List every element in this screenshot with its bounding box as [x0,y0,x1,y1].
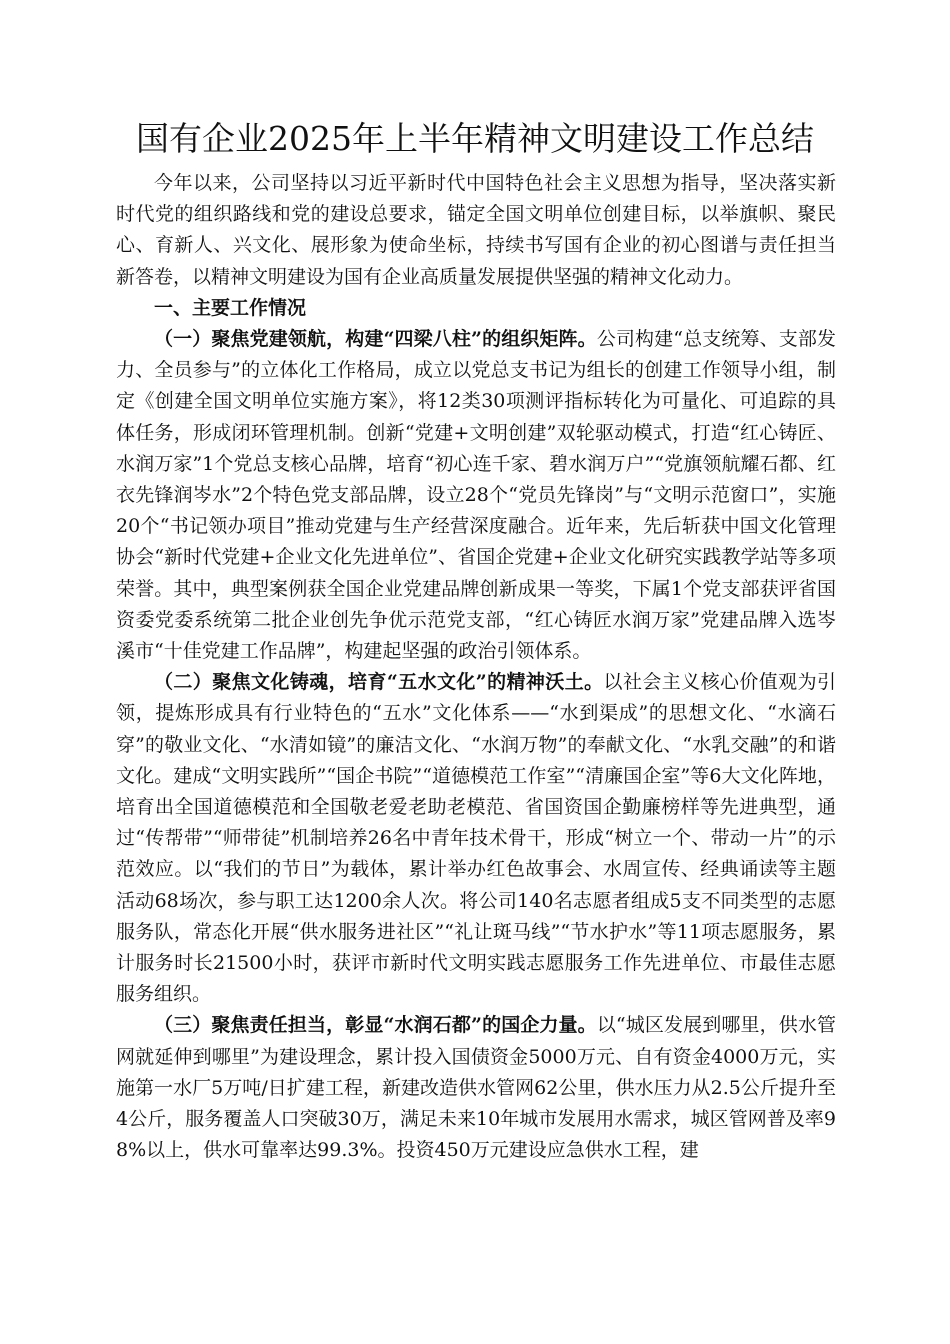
item-lead-1: （一）聚焦党建领航，构建“四梁八柱”的组织矩阵。 [154,328,597,351]
item-text-3: 以“城区发展到哪里，供水管网就延伸到哪里”为建设理念，累计投入国债资金5000万元、自有资金4000万元，实施第一水厂5万吨/日扩建工程，新建改造供水管网62公里，供水压力从2.5公斤提升至4公斤，服务覆盖人口突破30万，满足未来10年城市发展用水需求，城区管网普及率98%以上，供水可靠率达99.3%。投资450万元建设应急供水工程，建 [116,1014,837,1162]
document-title: 国有企业2025年上半年精神文明建设工作总结 [136,119,814,158]
item-paragraph-1 [116,324,836,667]
section-heading-main-work: 一、主要工作情况 [154,296,307,319]
item-paragraph-3 [116,1010,836,1166]
item-paragraph-2 [116,667,836,1010]
intro-paragraph: 今年以来，公司坚持以习近平新时代中国特色社会主义思想为指导，坚决落实新时代党的组织路线和党的建设总要求，锚定全国文明单位创建目标，以举旗帜、聚民心、育新人、兴文化、展形象为使命坐标，持续书写国有企业的初心图谱与责任担当新答卷，以精神文明建设为国有企业高质量发展提供坚强的精神文化动力。 [116,172,836,288]
item-text-1: 公司构建“总支统筹、支部发力、全员参与”的立体化工作格局，成立以党总支书记为组长的创建工作领导小组，制定《创建全国文明单位实施方案》，将12类30项测评指标转化为可量化、可追踪的具体任务，形成闭环管理机制。创新“党建+文明创建”双轮驱动模式，打造“红心铸匠、水润万家”1个党总支核心品牌，培育“初心连千家、碧水润万户”“党旗领航耀石都、红衣先锋润岑水”2个特色党支部品牌，设立28个“党员先锋岗”与“文明示范窗口”，实施20个“书记领办项目”推动党建与生产经营深度融合。近年来，先后斩获中国文化管理协会“新时代党建+企业文化先进单位”、省国企党建+企业文化研究实践教学站等多项荣誉。其中，典型案例获全国企业党建品牌创新成果一等奖，下属1个党支部获评省国资委党委系统第二批企业创先争优示范党支部，“红心铸匠水润万家”党建品牌入选岑溪市“十佳党建工作品牌”，构建起坚强的政治引领体系。 [116,328,837,663]
item-lead-2: （二）聚焦文化铸魂，培育“五水文化”的精神沃土。 [154,671,604,694]
item-text-2: 以社会主义核心价值观为引领，提炼形成具有行业特色的“五水”文化体系——“水到渠成”的思想文化、“水滴石穿”的敬业文化、“水清如镜”的廉洁文化、“水润万物”的奉献文化、“水乳交融”的和谐文化。建成“文明实践所”“国企书院”“道德模范工作室”“清廉国企室”等6大文化阵地，培育出全国道德模范和全国敬老爱老助老模范、省国资国企勤廉榜样等先进典型，通过“传帮带”“师带徒”机制培养26名中青年技术骨干，形成“树立一个、带动一片”的示范效应。以“我们的节日”为载体，累计举办红色故事会、水周宣传、经典诵读等主题活动68场次，参与职工达1200余人次。将公司140名志愿者组成5支不同类型的志愿服务队，常态化开展“供水服务进社区”“礼让斑马线”“节水护水”等11项志愿服务，累计服务时长21500小时，获评市新时代文明实践志愿服务工作先进单位、市最佳志愿服务组织。 [116,671,836,1006]
document-body [116,168,836,1167]
item-lead-3: （三）聚焦责任担当，彰显“水润石都”的国企力量。 [154,1014,597,1037]
